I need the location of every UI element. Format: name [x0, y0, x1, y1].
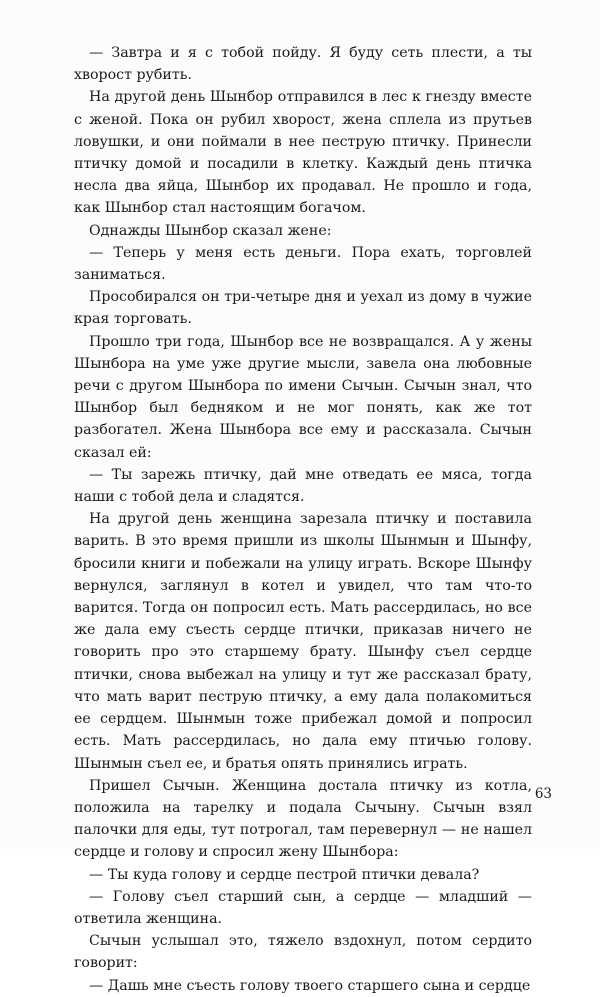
- paragraph: Прошло три года, Шынбор все не возвращался. А у жены Шынбора на уме уже другие мысли, завела она любовные речи с другом Шынбора по имени Сычын. Сычын знал, что Шынбор был бедняком и не мог понять, как же тот разбогател. Жена Шынбора все ему и рассказала. Сычын сказал ей:: [74, 333, 532, 461]
- paragraph: — Завтра и я с тобой пойду. Я буду сеть плести, а ты хворост рубить.: [74, 45, 532, 84]
- paragraph: На другой день женщина зарезала птичку и поставила варить. В это время пришли из школы Шынмын и Шынфу, бросили книги и побежали на улицу играть. Вскоре Шынфу вернулся, заглянул в котел и увидел, что там что-то варится. Тогда он попросил есть. Мать рассердилась, но все же дала ему съесть сердце птички, приказав ничего не говорить про это старшему брату. Шынфу съел сердце птички, снова выбежал на улицу и тут же рассказал брату, что мать варит пеструю птичку, а ему дала полакомиться ее сердцем. Шынмын тоже прибежал домой и попросил есть. Мать рассердилась, но дала ему птичью голову. Шынмын съел ее, и братья опять принялись играть.: [74, 511, 532, 772]
- paragraph: — Ты куда голову и сердце пестрой птички девала?: [89, 866, 480, 883]
- paragraph: — Дашь мне съесть голову твоего старшего сына и сердце: [89, 977, 531, 994]
- paragraph: Прособирался он три-четыре дня и уехал из дому в чужие края торговать.: [74, 289, 532, 328]
- paragraph: Пришел Сычын. Женщина достала птичку из котла, положила на тарелку и подала Сычыну. Сычын взял палочки для еды, тут потрогал, там перевернул — не нашел сердце и голову и спросил жену Шынбора:: [74, 777, 532, 861]
- page-number: 63: [534, 786, 552, 802]
- paragraph: — Теперь у меня есть деньги. Пора ехать, торговлей заниматься.: [74, 244, 532, 284]
- body-text: [74, 42, 532, 997]
- paragraph: — Голову съел старший сын, а сердце — младший — ответила женщина.: [74, 888, 532, 927]
- paragraph: Однажды Шынбор сказал жене:: [89, 222, 332, 239]
- paragraph: — Ты зарежь птичку, дай мне отведать ее мяса, тогда наши с тобой дела и сладятся.: [74, 466, 532, 506]
- paragraph: Сычын услышал это, тяжело вздохнул, потом сердито говорит:: [74, 933, 532, 972]
- paragraph: На другой день Шынбор отправился в лес к гнезду вместе с женой. Пока он рубил хворост, жена сплела из прутьев ловушки, и они поймали в нее пеструю птичку. Принесли птичку домой и посадили в клетку. Каждый день птичка несла два яйца, Шынбор их продавал. Не прошло и года, как Шынбор стал настоящим богачом.: [74, 89, 532, 217]
